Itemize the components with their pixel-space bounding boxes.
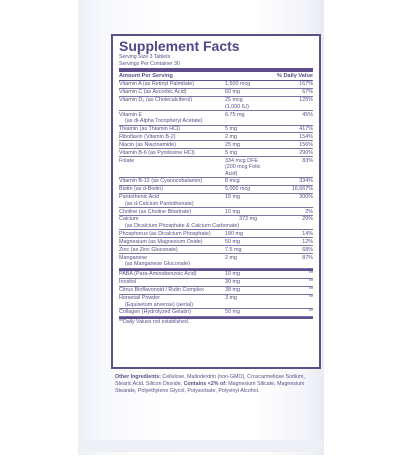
- nutrient-daily-value: 67%: [302, 89, 313, 96]
- amount-line: 3 mg: [225, 295, 237, 302]
- amount-line: 50 mg: [225, 309, 240, 316]
- nutrient-row: [119, 287, 313, 295]
- nutrient-daily-value: 68%: [302, 246, 313, 253]
- nutrient-source-line: (Equisetum arvense) (aerial): [125, 301, 194, 308]
- nutrient-name: [119, 150, 225, 157]
- nutrient-amount: [225, 97, 273, 110]
- nutrient-source-line: (as di-Alpha Tocopheryl Acetate): [125, 118, 203, 125]
- other-ingredients-text: [115, 374, 321, 395]
- nutrient-row: [119, 133, 313, 141]
- nutrient-amount: [225, 150, 273, 157]
- contains-list: Magnesium Silicate, Magnesium Stearate, Polyethylene Glycol, Polysorbate, Polyvinyl Alcohol.: [115, 380, 305, 394]
- nutrient-name-line: Zinc (as Zinc Gluconate): [119, 246, 178, 253]
- nutrient-daily-value: 300%: [299, 194, 313, 201]
- nutrient-daily-value: **: [308, 309, 313, 316]
- amount-line: 60 mg: [225, 89, 240, 96]
- nutrient-name: [119, 295, 225, 308]
- nutrient-name-line: Collagen (Hydrolyzed Gelatin): [119, 309, 191, 316]
- nutrient-row: [119, 309, 313, 317]
- nutrient-name: [119, 309, 225, 316]
- nutrient-name: [119, 279, 225, 286]
- nutrient-name: [119, 112, 225, 125]
- nutrient-name: [119, 239, 225, 246]
- nutrient-rows: [119, 81, 313, 269]
- nutrient-row: [119, 111, 313, 125]
- amount-line: 2 mg: [225, 133, 237, 140]
- amount-line: 10 mg: [225, 208, 240, 215]
- daily-value-note: **Daily Values not established.: [119, 319, 190, 326]
- nutrient-name: [119, 97, 225, 110]
- nutrient-name: [119, 216, 239, 229]
- nutrient-daily-value: 45%: [302, 111, 313, 118]
- nutrient-row: [119, 230, 313, 238]
- nutrient-row: [119, 126, 313, 134]
- nutrient-amount: [225, 255, 273, 268]
- nutrient-name-line: Vitamin B-12 (as Cyanocobalamin): [119, 178, 203, 185]
- nutrient-name-line: Citrus Bioflavonoid / Rutin Complex: [119, 287, 204, 294]
- nutrient-amount: [225, 295, 273, 308]
- other-ingredients-list: Cellulose, Maltodextrin (non-GMO), Croscarmellose Sodium, Stearic Acid, Silicon Dioxide.: [115, 374, 305, 387]
- nutrient-amount: [225, 158, 273, 178]
- nutrient-daily-value: 417%: [299, 125, 313, 132]
- nutrient-name: [119, 209, 225, 216]
- nutrient-daily-value: 2%: [305, 208, 313, 215]
- nutrient-amount: [225, 112, 273, 125]
- nutrient-daily-value: 290%: [299, 149, 313, 156]
- nutrient-row: [119, 194, 313, 208]
- nutrient-name-line: Vitamin D₃ (as Cholecalciferol): [119, 97, 193, 104]
- nutrient-amount: [225, 231, 273, 238]
- nutrient-row: [119, 246, 313, 254]
- nutrient-name-line: Inositol: [119, 279, 137, 286]
- bottle-bottom-edge: [80, 440, 322, 452]
- column-header-row: [119, 72, 313, 81]
- nutrient-row: [119, 238, 313, 246]
- nutrient-row: [119, 186, 313, 194]
- nutrient-name: [119, 186, 225, 193]
- nutrient-amount: [225, 279, 273, 286]
- nutrient-amount: [225, 247, 273, 254]
- nutrient-name-line: Niacin (as Niacinamide): [119, 141, 176, 148]
- nutrient-row: [119, 216, 313, 230]
- nutrient-amount: [225, 134, 273, 141]
- nutrient-row: [119, 254, 313, 268]
- nutrient-name-line: Calcium: [119, 216, 139, 223]
- nutrient-name-line: Choline (as Choline Bitartrate): [119, 208, 192, 215]
- amount-detail-line: (1,000 IU): [225, 103, 249, 110]
- nutrient-daily-value: 12%: [302, 238, 313, 245]
- nutrient-name: [119, 231, 225, 238]
- nutrient-name: [119, 81, 225, 88]
- nutrient-name: [119, 89, 225, 96]
- nutrient-name-line: Vitamin B-6 (as Pyridoxine HCl): [119, 149, 195, 156]
- nutrient-daily-value: 14%: [302, 230, 313, 237]
- nutrient-name: [119, 255, 225, 268]
- nutrient-row: [119, 279, 313, 287]
- nutrient-name: [119, 158, 225, 178]
- supplement-facts-panel: [111, 34, 321, 369]
- amount-line: 50 mg: [225, 238, 240, 245]
- nutrient-name-line: Biotin (as d-Biotin): [119, 186, 164, 193]
- nutrient-name-line: PABA (Para-Aminobenzoic Acid): [119, 271, 197, 278]
- nutrient-row: [119, 208, 313, 216]
- nutrient-name-line: Magnesium (as Magnesium Oxide): [119, 238, 203, 245]
- nutrient-amount: [225, 186, 273, 193]
- nutrient-name-line: Vitamin E: [119, 111, 142, 118]
- servings-per-container: Servings Per Container 30: [119, 60, 180, 67]
- nutrient-source-line: (as Dicalcium Phosphate & Calcium Carbonate): [125, 222, 240, 229]
- nutrient-name: [119, 178, 225, 185]
- amount-line: 25 mg: [225, 141, 240, 148]
- nutrient-row: [119, 141, 313, 149]
- nutrient-name: [119, 134, 225, 141]
- nutrient-name: [119, 287, 225, 294]
- nutrient-daily-value: **: [308, 295, 313, 302]
- nutrient-name-line: Horsetail Powder: [119, 295, 161, 302]
- nutrient-source-line: (as Manganese Gluconate): [125, 261, 191, 268]
- nutrient-amount: [225, 194, 273, 207]
- nutrient-amount: [239, 216, 287, 229]
- nutrient-daily-value: 154%: [299, 133, 313, 140]
- nutrient-amount: [225, 271, 273, 278]
- nutrient-row: [119, 89, 313, 97]
- nutrient-daily-value: **: [308, 287, 313, 294]
- nutrient-row: [119, 295, 313, 309]
- nutrient-row: [119, 149, 313, 157]
- amount-line: 6.75 mg: [225, 111, 245, 118]
- nutrient-name: [119, 247, 225, 254]
- nutrient-amount: [225, 209, 273, 216]
- amount-line: 1,500 mcg: [225, 81, 251, 88]
- panel-title: Supplement Facts: [119, 38, 240, 54]
- nutrient-amount: [225, 309, 273, 316]
- nutrient-amount: [225, 81, 273, 88]
- amount-line: 10 mg: [225, 271, 240, 278]
- nutrient-daily-value: 29%: [302, 216, 313, 223]
- amount-detail-line: (200 mcg Folic Acid): [225, 164, 261, 177]
- amount-line: 2 mg: [225, 254, 237, 261]
- nutrient-name-line: Thiamin (as Thiamin HCl): [119, 125, 181, 132]
- nutrient-row: [119, 157, 313, 178]
- nutrient-daily-value: 334%: [299, 178, 313, 185]
- amount-per-serving-header: Amount Per Serving: [119, 73, 173, 79]
- amount-line: 7.5 mg: [225, 246, 242, 253]
- nutrient-name-line: Vitamin A (as Retinyl Palmitate): [119, 81, 195, 88]
- amount-line: 5,000 mcg: [225, 186, 251, 193]
- nutrient-amount: [225, 239, 273, 246]
- amount-line: 8 mcg: [225, 178, 240, 185]
- nutrient-name-line: Riboflavin (Vitamin B-2): [119, 133, 176, 140]
- nutrient-name-line: Pantothenic Acid: [119, 194, 160, 201]
- nutrient-daily-value: 156%: [299, 141, 313, 148]
- amount-line: 372 mg: [239, 216, 258, 223]
- other-ingredients-label: Other Ingredients:: [115, 374, 161, 380]
- nutrient-row: [119, 81, 313, 89]
- nutrient-name: [119, 142, 225, 149]
- nutrient-daily-value: 16,667%: [291, 186, 313, 193]
- amount-line: 5 mg: [225, 125, 237, 132]
- serving-size: Serving Size 3 Tablets: [119, 54, 171, 60]
- nutrient-row: [119, 97, 313, 111]
- other-ingredient-rows: [119, 271, 313, 317]
- nutrient-name: [119, 194, 225, 207]
- amount-line: 5 mg: [225, 149, 237, 156]
- nutrient-name: [119, 271, 225, 278]
- nutrient-amount: [225, 126, 273, 133]
- nutrient-name: [119, 126, 225, 133]
- amount-line: 180 mg: [225, 230, 243, 237]
- amount-line: 15 mg: [225, 194, 240, 201]
- nutrient-daily-value: 125%: [299, 97, 313, 104]
- nutrient-daily-value: 167%: [299, 81, 313, 88]
- amount-line: 25 mcg: [225, 97, 243, 104]
- nutrient-source-line: (as d-Calcium Pantothenate): [125, 200, 194, 207]
- nutrient-daily-value: 83%: [302, 157, 313, 164]
- nutrient-name-line: Manganese: [119, 254, 148, 261]
- nutrient-name-line: Phosphorus (as Dicalcium Phosphate): [119, 230, 211, 237]
- nutrient-name-line: Vitamin C (as Ascorbic Acid): [119, 89, 187, 96]
- amount-line: 30 mg: [225, 279, 240, 286]
- nutrient-daily-value: 87%: [302, 254, 313, 261]
- nutrient-amount: [225, 142, 273, 149]
- nutrient-amount: [225, 178, 273, 185]
- amount-line: 334 mcg DFE: [225, 157, 258, 164]
- nutrient-name-line: Folate: [119, 157, 134, 164]
- nutrient-daily-value: **: [308, 271, 313, 278]
- nutrient-amount: [225, 287, 273, 294]
- amount-line: 38 mg: [225, 287, 240, 294]
- nutrient-daily-value: **: [308, 279, 313, 286]
- contains-label: Contains <2% of:: [183, 380, 227, 387]
- nutrient-row: [119, 271, 313, 279]
- nutrient-row: [119, 178, 313, 186]
- daily-value-header: % Daily Value: [276, 73, 313, 79]
- nutrient-amount: [225, 89, 273, 96]
